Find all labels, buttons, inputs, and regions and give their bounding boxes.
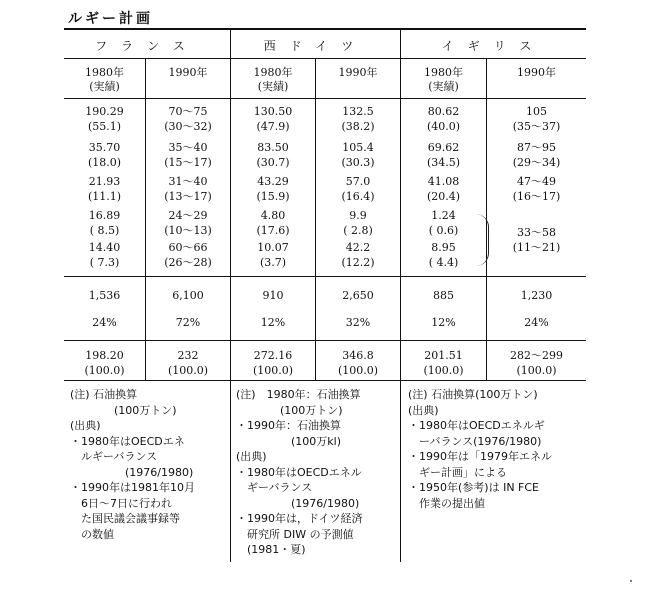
table-cell: 132.5 (38.2): [341, 105, 375, 133]
year-header: 1980年 (実績): [253, 66, 293, 93]
total-cell: 201.51 (100.0): [423, 349, 464, 377]
electricity-cell: 910: [262, 289, 284, 302]
year-header: 1990年: [517, 66, 556, 79]
table-cell: 42.2 (12.2): [341, 241, 375, 269]
table-cell: 10.07 (3.7): [257, 241, 289, 269]
total-cell: 198.20 (100.0): [84, 349, 125, 377]
share-cell: 24%: [524, 316, 549, 329]
note-uk: (注) 石油換算(100万トン) (出典) ・1980年はOECDエネルギ ーバランス(1976/1980) ・1990年は「1979年エネル ギー計画」による ・1950年(参考)は IN FCE 作業の提出値: [408, 388, 552, 510]
year-header: 1980年 (実績): [85, 66, 124, 93]
table-cell: 87～95 (29～34): [512, 141, 561, 169]
table-cell: 190.29 (55.1): [85, 105, 124, 133]
share-cell: 12%: [260, 316, 286, 329]
electricity-cell: 6,100: [172, 289, 204, 302]
share-cell: 32%: [345, 316, 371, 329]
electricity-cell: 1,536: [88, 289, 121, 302]
share-cell: 24%: [92, 316, 117, 329]
total-cell: 282～299 (100.0): [510, 349, 563, 377]
country-header-uk: イギリス: [441, 39, 546, 53]
table-cell: 105 (35～37): [512, 105, 561, 133]
country-header-rule: [64, 58, 586, 59]
year-header: 1990年: [338, 66, 378, 79]
table-top-rule: [64, 28, 586, 30]
totals-rule: [64, 380, 586, 381]
table-cell: 14.40 ( 7.3): [88, 241, 121, 269]
table-cell: 35～40 (15～17): [164, 141, 212, 169]
table-cell: 130.50 (47.9): [253, 105, 293, 133]
table-cell: 4.80 (17.6): [256, 209, 290, 237]
table-cell: 69.62 (34.5): [426, 141, 461, 169]
table-cell: 70～75 (30～32): [164, 105, 212, 133]
electricity-section-rule: [64, 340, 586, 341]
table-cell: 47～49 (16～17): [512, 175, 561, 203]
table-cell: 80.62 (40.0): [426, 105, 461, 133]
note-france: (注) 石油換算 (100万トン) (出典) ・1980年はOECDエネ ルギーバランス (1976/1980) ・1990年は1981年10月 6日～7日に行われ た国民議会議事録等 の数値: [70, 388, 195, 541]
total-cell: 346.8 (100.0): [337, 349, 379, 377]
share-cell: 72%: [175, 316, 201, 329]
year-header: 1980年 (実績): [424, 66, 463, 93]
country-header-germany: 西ドイツ: [263, 39, 368, 53]
table-cell: 24～29 (10～13): [164, 209, 212, 237]
electricity-cell: 885: [433, 289, 454, 302]
total-cell: 232 (100.0): [167, 349, 209, 377]
year-header-rule: [64, 98, 586, 99]
electricity-cell: 2,650: [342, 289, 374, 302]
table-cell: 35.70 (18.0): [87, 141, 122, 169]
table-cell: 60～66 (26～28): [164, 241, 212, 269]
table-cell: 105.4 (30.3): [341, 141, 375, 169]
table-cell: 41.08 (20.4): [426, 175, 461, 203]
table-cell: 8.95 ( 4.4): [428, 241, 459, 269]
share-cell: 12%: [431, 316, 456, 329]
table-cell: 83.50 (30.7): [256, 141, 290, 169]
fuel-section-rule: [64, 276, 586, 277]
table-cell: 21.93 (11.1): [87, 175, 122, 203]
table-cell-uk-merged: 33～58 (11～21): [512, 226, 561, 254]
note-germany: (注) 1980年：石油換算 (100万トン) ・1990年：石油換算 (100万kl) (出典) ・1980年はOECDエネル ギーバランス (1976/1980) ・1990年は，ドイツ経済 研究所 DIW の予測値 (1981・夏): [236, 388, 363, 556]
table-cell: 16.89 ( 8.5): [88, 209, 121, 237]
total-cell: 272.16 (100.0): [252, 349, 294, 377]
table-cell: 57.0 (16.4): [341, 175, 375, 203]
year-header: 1990年: [168, 66, 208, 79]
table-cell: 43.29 (15.9): [256, 175, 290, 203]
table-cell: 9.9 ( 2.8): [343, 209, 373, 237]
electricity-cell: 1,230: [520, 289, 553, 302]
table-cell: 31～40 (13～17): [164, 175, 212, 203]
stray-mark: [630, 580, 632, 582]
page-title: ルギー計画: [68, 11, 153, 27]
table-cell: 1.24 ( 0.6): [428, 209, 459, 237]
country-header-france: フランス: [95, 39, 199, 53]
